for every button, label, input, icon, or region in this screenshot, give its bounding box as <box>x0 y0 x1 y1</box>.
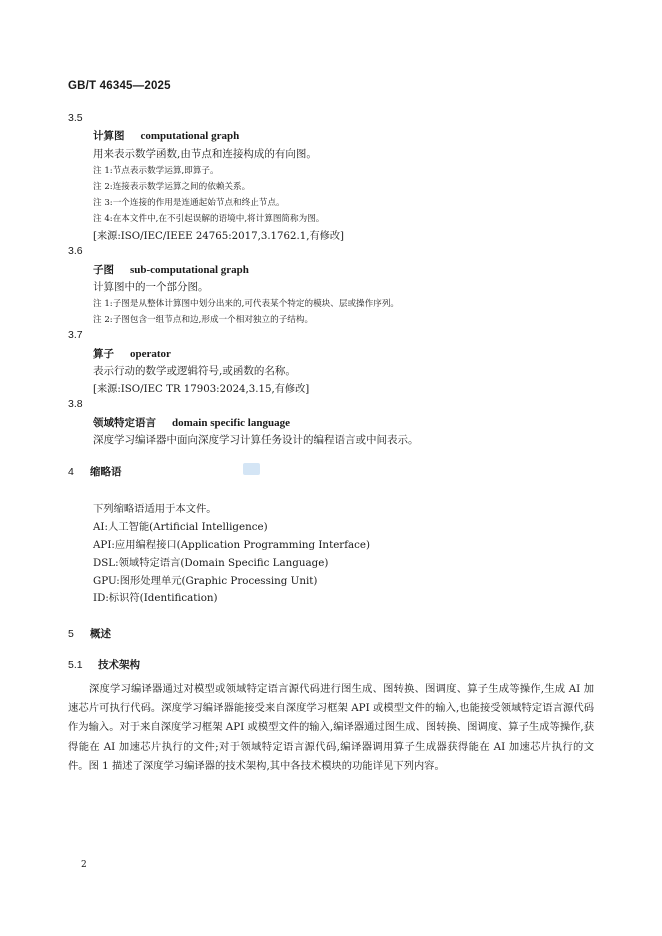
term-heading <box>93 262 249 277</box>
term-heading <box>93 346 171 361</box>
section-title: 缩略语 <box>90 466 122 478</box>
clause-number: 3.8 <box>68 398 83 410</box>
abbreviation-item: API:应用编程接口(Application Programming Interface) <box>93 539 371 551</box>
section-number: 4 <box>68 466 74 478</box>
term-definition: 用来表示数学函数,由节点和连接构成的有向图。 <box>93 148 317 160</box>
subsection-title: 技术架构 <box>98 659 140 671</box>
abbreviation-item: ID:标识符(Identification) <box>93 592 218 604</box>
term-note: 注 1:子图是从整体计算图中划分出来的,可代表某个特定的模块、层或操作序列。 <box>93 299 400 309</box>
watermark-logo <box>243 463 260 475</box>
term-english: domain specific language <box>172 417 290 429</box>
section-heading <box>68 464 122 479</box>
term-note: 注 4:在本文件中,在不引起误解的语境中,将计算图简称为图。 <box>93 214 325 224</box>
term-chinese: 子图 <box>93 264 114 276</box>
term-source: [来源:ISO/IEC/IEEE 24765:2017,3.1762.1,有修改] <box>93 231 344 242</box>
standard-number: GB/T 46345—2025 <box>68 80 171 92</box>
subsection-number: 5.1 <box>68 659 83 671</box>
abbreviation-item: DSL:领域特定语言(Domain Specific Language) <box>93 557 329 569</box>
subsection-heading <box>68 657 140 672</box>
clause-number: 3.5 <box>68 112 83 124</box>
body-paragraph: 深度学习编译器通过对模型或领域特定语言源代码进行图生成、图转换、图调度、算子生成等操作,生成 AI 加速芯片可执行代码。深度学习编译器能接受来自深度学习框架 API 或模型文件的输入,也能接受领域特定语言源代码作为输入。对于来自深度学习框架 API 或模型文件的输入,编译器通过图生成、图转换、图调度、算子生成等操作,获得能在 AI 加速芯片执行的文件;对于领域特定语言源代码,编译器调用算子生成器获得能在 AI 加速芯片执行的文件。图 1 描述了深度学习编译器的技术架构,其中各技术模块的功能详见下列内容。 <box>68 683 594 772</box>
term-chinese: 领域特定语言 <box>93 417 156 429</box>
section-title: 概述 <box>90 628 111 640</box>
term-heading <box>93 415 290 430</box>
term-note: 注 2:连接表示数学运算之间的依赖关系。 <box>93 182 251 192</box>
term-note: 注 1:节点表示数学运算,即算子。 <box>93 166 219 176</box>
term-source: [来源:ISO/IEC TR 17903:2024,3.15,有修改] <box>93 384 310 395</box>
term-definition: 表示行动的数学或逻辑符号,或函数的名称。 <box>93 365 296 377</box>
term-note: 注 2:子图包含一组节点和边,形成一个相对独立的子结构。 <box>93 315 314 325</box>
abbreviation-item: GPU:图形处理单元(Graphic Processing Unit) <box>93 575 318 587</box>
section-heading <box>68 626 111 641</box>
term-english: operator <box>130 348 171 360</box>
term-note: 注 3:一个连接的作用是连通起始节点和终止节点。 <box>93 198 285 208</box>
clause-number: 3.6 <box>68 245 83 257</box>
abbreviation-item: AI:人工智能(Artificial Intelligence) <box>93 521 268 533</box>
clause-number: 3.7 <box>68 329 83 341</box>
term-heading <box>93 128 239 143</box>
abbreviation-intro: 下列缩略语适用于本文件。 <box>93 503 217 515</box>
section-number: 5 <box>68 628 74 640</box>
page-number: 2 <box>81 860 87 870</box>
term-chinese: 算子 <box>93 348 114 360</box>
term-chinese: 计算图 <box>93 130 125 142</box>
term-definition: 深度学习编译器中面向深度学习计算任务设计的编程语言或中间表示。 <box>93 434 419 446</box>
term-definition: 计算图中的一个部分图。 <box>93 281 209 293</box>
term-english: sub-computational graph <box>130 264 249 276</box>
term-english: computational graph <box>140 130 240 142</box>
